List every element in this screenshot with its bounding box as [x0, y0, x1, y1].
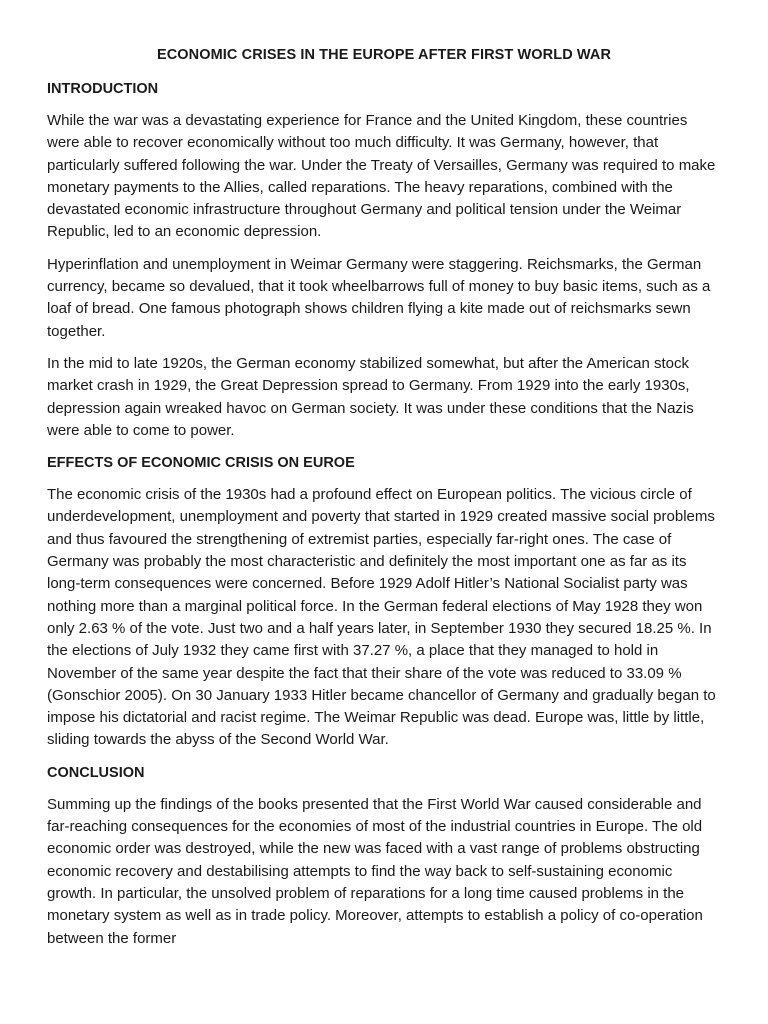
section-introduction [47, 78, 721, 442]
paragraph: Hyperinflation and unemployment in Weimar Germany were staggering. Reichsmarks, the German currency, became so devalued, that it took wheelbarrows full of money to buy basic items, such as a loaf of bread. One famous photograph shows children flying a kite made out of reichsmarks sewn together. [47, 255, 711, 340]
document-title: ECONOMIC CRISES IN THE EUROPE AFTER FIRST WORLD WAR [156, 47, 612, 63]
paragraph: In the mid to late 1920s, the German economy stabilized somewhat, but after the American stock market crash in 1929, the Great Depression spread to Germany. From 1929 into the early 1930s, depression again wreaked havoc on German society. It was under these conditions that the Nazis were able to come to power. [47, 354, 694, 439]
section-effects [47, 452, 721, 752]
section-heading: INTRODUCTION [47, 81, 159, 97]
section-conclusion [47, 762, 721, 950]
paragraph: While the war was a devastating experience for France and the United Kingdom, these countries were able to recover economically without too much difficulty. It was Germany, however, that particularly suffered following the war. Under the Treaty of Versailles, Germany was required to make monetary payments to the Allies, called reparations. The heavy reparations, combined with the devastated economic infrastructure throughout Germany and political tension under the Weimar Republic, led to an economic depression. [47, 112, 716, 241]
document-content [47, 44, 721, 950]
paragraph: The economic crisis of the 1930s had a profound effect on European politics. The vicious circle of underdevelopment, unemployment and poverty that started in 1929 created massive social problems and thus favoured the strengthening of extremist parties, especially far-right ones. The case of Germany was probably the most characteristic and definitely the most important one as far as its long-term consequences were concerned. Before 1929 Adolf Hitler’s National Socialist party was nothing more than a marginal political force. In the German federal elections of May 1928 they won only 2.63 % of the vote. Just two and a half years later, in September 1930 they secured 18.25 %. In the elections of July 1932 they came first with 37.27 %, a place that they managed to hold in November of the same year despite the fact that their share of the vote was reduced to 33.09 % (Gonschior 2005). On 30 January 1933 Hitler became chancellor of Germany and gradually began to impose his dictatorial and racist regime. The Weimar Republic was dead. Europe was, little by little, sliding towards the abyss of the Second World War. [47, 486, 716, 749]
section-heading: CONCLUSION [47, 764, 145, 781]
section-heading: EFFECTS OF ECONOMIC CRISIS ON EUROE [47, 455, 355, 472]
paragraph: Summing up the findings of the books presented that the First World War caused considerable and far-reaching consequences for the economies of most of the industrial countries in Europe. The old economic order was destroyed, while the new was faced with a vast range of problems obstructing economic recovery and destabilising attempts to find the way back to self-sustaining economic growth. In particular, the unsolved problem of reparations for a long time caused problems in the monetary system as well as in trade policy. Moreover, attempts to establish a policy of co-operation between the former [47, 795, 703, 947]
